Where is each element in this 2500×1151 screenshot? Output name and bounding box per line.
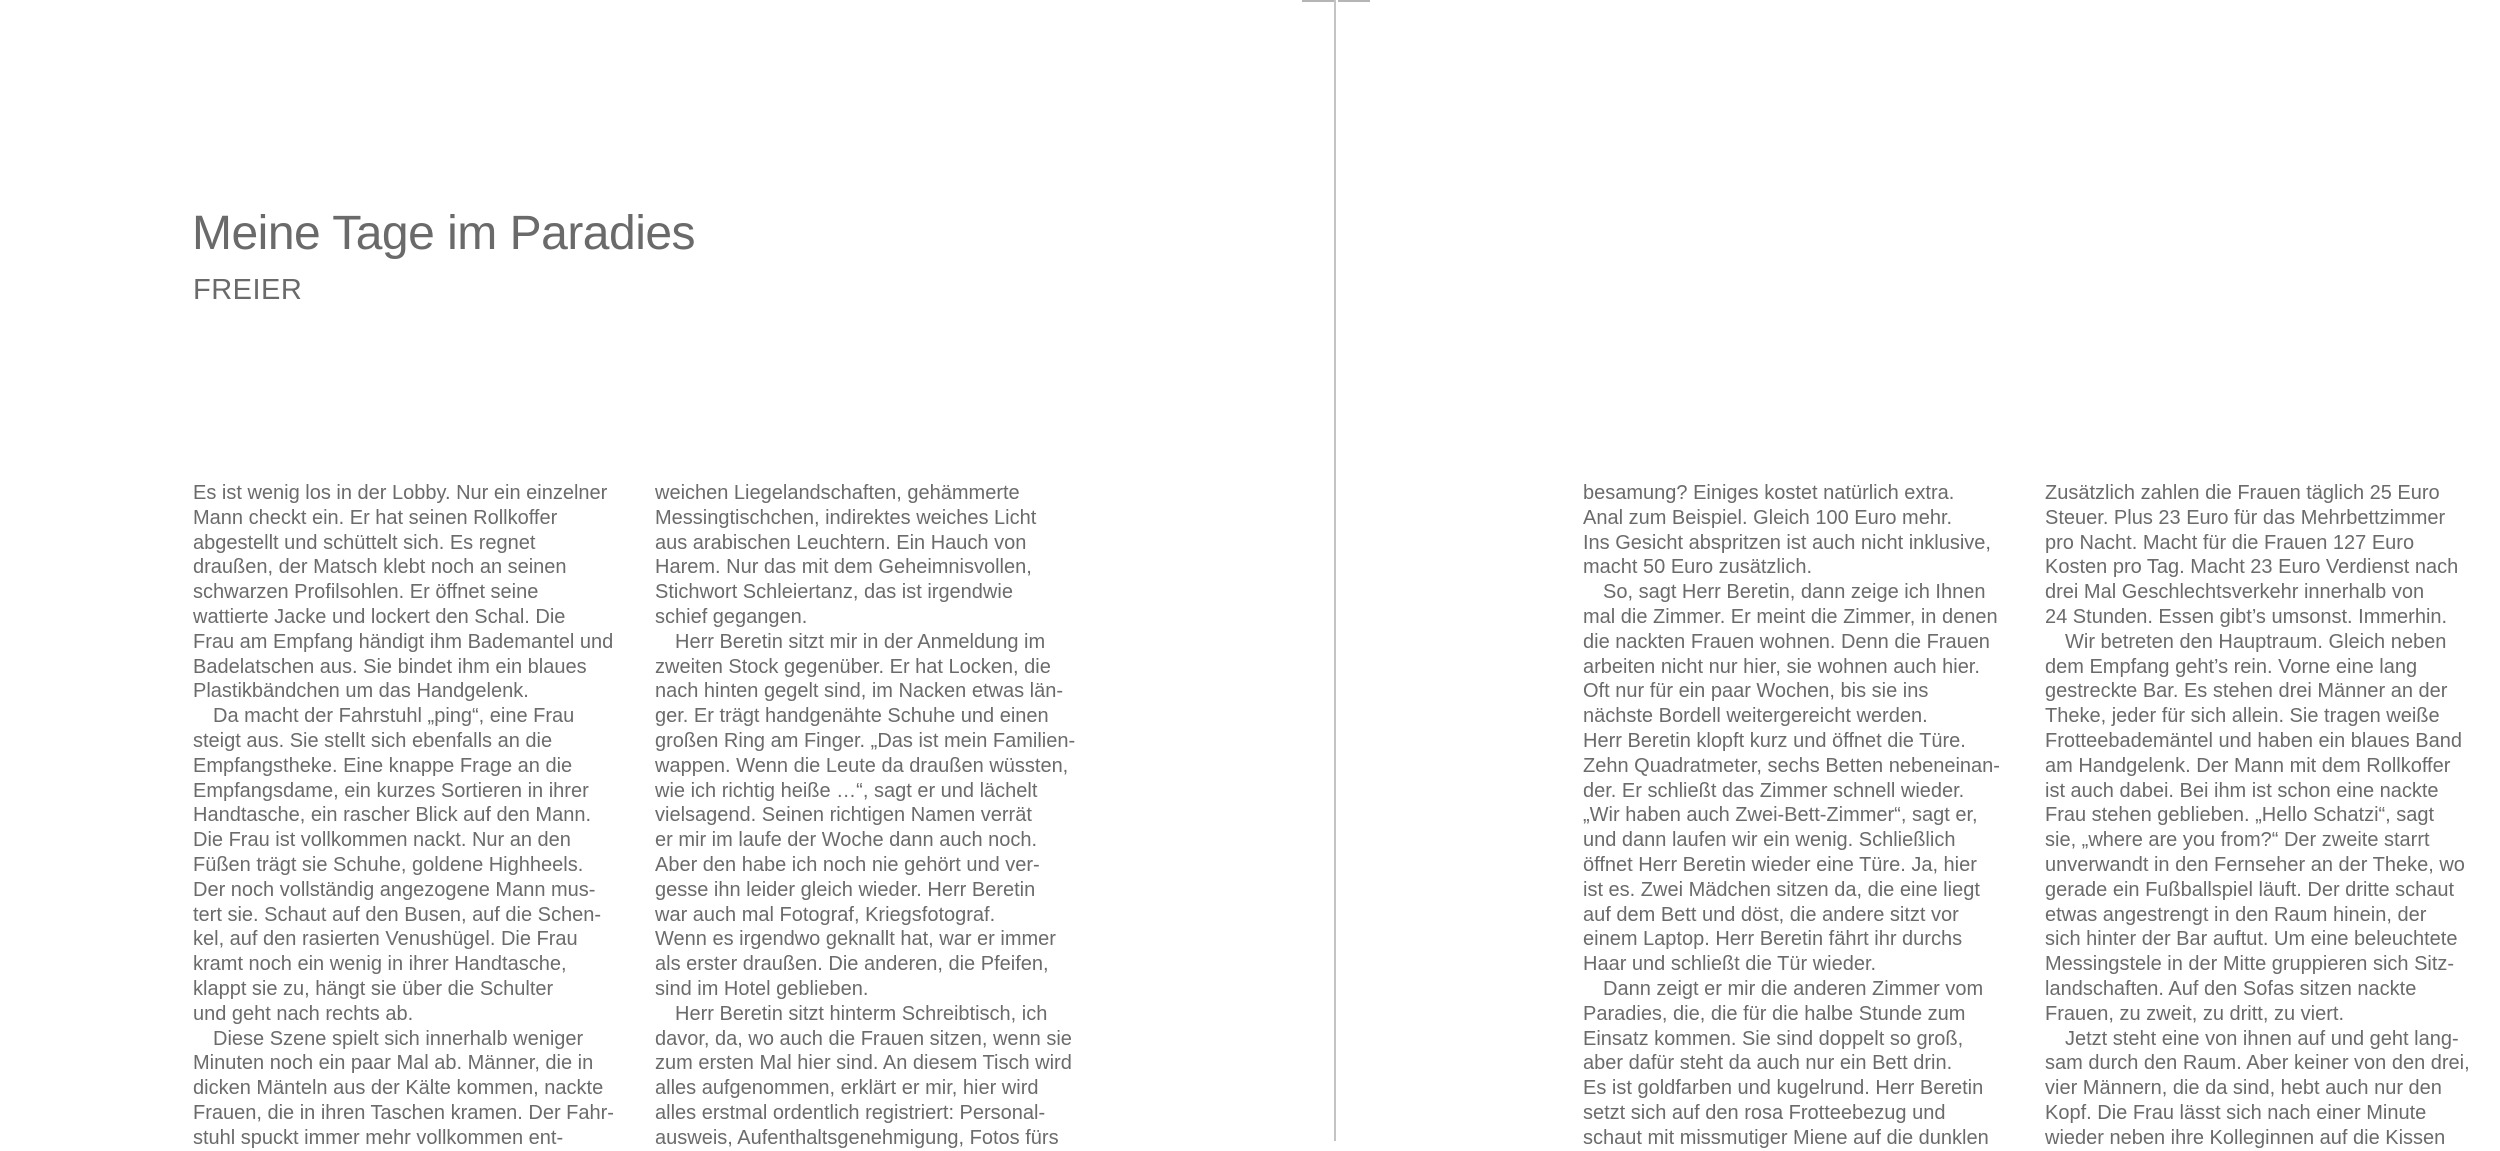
text-line: Oft nur für ein paar Wochen, bis sie ins: [1583, 680, 1929, 703]
text-line: Badelatschen aus. Sie bindet ihm ein blaues: [193, 655, 587, 678]
text-line: Kosten pro Tag. Macht 23 Euro Verdienst nach: [2045, 556, 2459, 579]
text-line: Da macht der Fahrstuhl „ping“, eine Frau: [193, 705, 575, 728]
text-line: Frauen, zu zweit, zu dritt, zu viert.: [2045, 1002, 2344, 1025]
text-line: pro Nacht. Macht für die Frauen 127 Euro: [2045, 531, 2415, 554]
text-line: war auch mal Fotograf, Kriegsfotograf.: [655, 903, 996, 926]
text-line: wattierte Jacke und lockert den Schal. Die: [193, 605, 566, 628]
text-line: Frau am Empfang händigt ihm Bademantel und: [193, 630, 614, 653]
text-line: etwas angestrengt in den Raum hinein, der: [2045, 903, 2427, 926]
text-line: gesse ihn leider gleich wieder. Herr Beretin: [655, 878, 1036, 901]
text-line: klappt sie zu, hängt sie über die Schulter: [193, 977, 554, 1000]
text-line: davor, da, wo auch die Frauen sitzen, wenn sie: [655, 1027, 1072, 1050]
text-line: als erster draußen. Die anderen, die Pfeifen,: [655, 953, 1049, 976]
text-line: Zusätzlich zahlen die Frauen täglich 25 Euro: [2045, 482, 2440, 504]
text-line: Empfangsdame, ein kurzes Sortieren in ihrer: [193, 779, 589, 802]
text-line: stuhl spuckt immer mehr vollkommen ent-: [193, 1126, 564, 1149]
text-line: wie ich richtig heiße …“, sagt er und lächelt: [655, 779, 1038, 802]
text-line: Zehn Quadratmeter, sechs Betten nebeneinan-: [1583, 754, 2000, 777]
text-line: alles erstmal ordentlich registriert: Personal-: [655, 1101, 1046, 1124]
text-line: Anal zum Beispiel. Gleich 100 Euro mehr.: [1583, 506, 1953, 529]
text-line: der. Er schließt das Zimmer schnell wieder.: [1583, 779, 1965, 802]
text-line: nächste Bordell weitergereicht werden.: [1583, 705, 1928, 728]
text-line: nach hinten gegelt sind, im Nacken etwas län-: [655, 680, 1064, 703]
text-line: landschaften. Auf den Sofas sitzen nackte: [2045, 977, 2417, 1000]
text-line: Kopf. Die Frau lässt sich nach einer Minute: [2045, 1101, 2427, 1124]
text-line: Es ist goldfarben und kugelrund. Herr Beretin: [1583, 1077, 1984, 1100]
text-line: vielsagend. Seinen richtigen Namen verrät: [655, 804, 1032, 827]
fold-mark-left: [1302, 0, 1334, 2]
text-line: wieder neben ihre Kolleginnen auf die Kissen: [2045, 1126, 2446, 1149]
text-line: und geht nach rechts ab.: [193, 1002, 414, 1025]
text-line: besamung? Einiges kostet natürlich extra.: [1583, 482, 1955, 504]
text-line: macht 50 Euro zusätzlich.: [1583, 556, 1812, 579]
text-column-1: [193, 481, 633, 1151]
text-line: 24 Stunden. Essen gibt’s umsonst. Immerhin.: [2045, 605, 2448, 628]
text-line: gestreckte Bar. Es stehen drei Männer an der: [2045, 680, 2448, 703]
text-line: alles aufgenommen, erklärt er mir, hier wird: [655, 1077, 1039, 1100]
text-line: abgestellt und schüttelt sich. Es regnet: [193, 531, 536, 554]
text-line: wappen. Wenn die Leute da draußen wüssten,: [655, 754, 1069, 777]
text-line: Die Frau ist vollkommen nackt. Nur an den: [193, 829, 571, 852]
text-line: Minuten noch ein paar Mal ab. Männer, die in: [193, 1052, 594, 1075]
text-line: tert sie. Schaut auf den Busen, auf die Schen-: [193, 903, 602, 926]
text-line: schwarzen Profilsohlen. Er öffnet seine: [193, 581, 539, 604]
text-line: Diese Szene spielt sich innerhalb weniger: [193, 1027, 584, 1050]
text-line: sind im Hotel geblieben.: [655, 977, 869, 1000]
text-line: „Wir haben auch Zwei-Bett-Zimmer“, sagt er,: [1583, 804, 1978, 827]
text-line: kramt noch ein wenig in ihrer Handtasche,: [193, 953, 567, 976]
text-line: Frau stehen geblieben. „Hello Schatzi“, sagt: [2045, 804, 2435, 827]
text-line: gerade ein Fußballspiel läuft. Der dritte schaut: [2045, 878, 2455, 901]
text-line: Es ist wenig los in der Lobby. Nur ein einzelner: [193, 482, 608, 504]
text-line: Harem. Nur das mit dem Geheimnisvollen,: [655, 556, 1032, 579]
text-column-2: [655, 481, 1095, 1151]
text-line: Ins Gesicht abspritzen ist auch nicht inklusive,: [1583, 531, 1991, 554]
text-line: steigt aus. Sie stellt sich ebenfalls an die: [193, 729, 553, 752]
text-line: Herr Beretin klopft kurz und öffnet die Türe.: [1583, 729, 1966, 752]
text-line: Plastikbändchen um das Handgelenk.: [193, 680, 529, 703]
text-line: draußen, der Matsch klebt noch an seinen: [193, 556, 567, 579]
text-line: Handtasche, ein rascher Blick auf den Mann.: [193, 804, 591, 827]
text-line: großen Ring am Finger. „Das ist mein Familien-: [655, 729, 1076, 752]
article-title: Meine Tage im Paradies: [192, 207, 696, 260]
text-line: mal die Zimmer. Er meint die Zimmer, in denen: [1583, 605, 1998, 628]
text-column-3: [1583, 481, 2023, 1151]
text-line: sie, „where are you from?“ Der zweite starrt: [2045, 829, 2430, 852]
text-line: Dann zeigt er mir die anderen Zimmer vom: [1583, 977, 1984, 1000]
text-line: kel, auf den rasierten Venushügel. Die Frau: [193, 928, 578, 951]
text-line: einem Laptop. Herr Beretin fährt ihr durchs: [1583, 928, 1963, 951]
text-line: er mir im laufe der Woche dann auch noch.: [655, 829, 1038, 852]
text-line: öffnet Herr Beretin wieder eine Türe. Ja, hier: [1583, 853, 1977, 876]
text-line: die nackten Frauen wohnen. Denn die Frauen: [1583, 630, 1990, 653]
text-line: schief gegangen.: [655, 605, 808, 628]
text-line: Frotteebademäntel und haben ein blaues Band: [2045, 729, 2462, 752]
text-line: sich hinter der Bar auftut. Um eine beleuchtete: [2045, 928, 2458, 951]
text-line: Steuer. Plus 23 Euro für das Mehrbettzimmer: [2045, 506, 2446, 529]
text-line: Messingstele in der Mitte gruppieren sich Sitz-: [2045, 953, 2455, 976]
text-line: Wir betreten den Hauptraum. Gleich neben: [2045, 630, 2447, 653]
text-line: Einsatz kommen. Sie sind doppelt so groß,: [1583, 1027, 1964, 1050]
text-line: unverwandt in den Fernseher an der Theke, wo: [2045, 853, 2465, 876]
text-line: aus arabischen Leuchtern. Ein Hauch von: [655, 531, 1027, 554]
text-line: aber dafür steht da auch nur ein Bett drin.: [1583, 1052, 1953, 1075]
text-line: auf dem Bett und döst, die andere sitzt vor: [1583, 903, 1959, 926]
text-line: dicken Mänteln aus der Kälte kommen, nackte: [193, 1077, 604, 1100]
text-line: Paradies, die, die für die halbe Stunde zum: [1583, 1002, 1966, 1025]
text-line: ger. Er trägt handgenähte Schuhe und einen: [655, 705, 1049, 728]
text-line: zum ersten Mal hier sind. An diesem Tisch wird: [655, 1052, 1072, 1075]
text-line: Aber den habe ich noch nie gehört und ver-: [655, 853, 1040, 876]
text-line: Der noch vollständig angezogene Mann mus-: [193, 878, 596, 901]
text-line: So, sagt Herr Beretin, dann zeige ich Ihnen: [1583, 581, 1986, 604]
text-line: Wenn es irgendwo geknallt hat, war er immer: [655, 928, 1056, 951]
text-line: ist es. Zwei Mädchen sitzen da, die eine liegt: [1583, 878, 1980, 901]
text-line: Theke, jeder für sich allein. Sie tragen weiße: [2045, 705, 2440, 728]
text-line: Messingtischchen, indirektes weiches Licht: [655, 506, 1037, 529]
text-line: drei Mal Geschlechtsverkehr innerhalb von: [2045, 581, 2425, 604]
text-line: Mann checkt ein. Er hat seinen Rollkoffer: [193, 506, 558, 529]
text-line: am Handgelenk. Der Mann mit dem Rollkoffer: [2045, 754, 2451, 777]
text-line: und dann laufen wir ein wenig. Schließlich: [1583, 829, 1956, 852]
text-line: setzt sich auf den rosa Frotteebezug und: [1583, 1101, 1946, 1124]
text-line: Herr Beretin sitzt hinterm Schreibtisch, ich: [655, 1002, 1048, 1025]
text-line: weichen Liegelandschaften, gehämmerte: [655, 482, 1020, 504]
page-spine: [1334, 0, 1336, 1141]
text-line: ausweis, Aufenthaltsgenehmigung, Fotos fürs: [655, 1126, 1059, 1149]
text-line: Füßen trägt sie Schuhe, goldene Highheels.: [193, 853, 584, 876]
text-line: vier Männern, die da sind, hebt auch nur den: [2045, 1077, 2442, 1100]
text-line: arbeiten nicht nur hier, sie wohnen auch hier.: [1583, 655, 1980, 678]
text-line: Stichwort Schleiertanz, das ist irgendwie: [655, 581, 1013, 604]
text-line: Haar und schließt die Tür wieder.: [1583, 953, 1877, 976]
text-line: Empfangstheke. Eine knappe Frage an die: [193, 754, 573, 777]
fold-mark-right: [1338, 0, 1370, 2]
text-column-4: [2045, 481, 2485, 1151]
text-line: Herr Beretin sitzt mir in der Anmeldung im: [655, 630, 1046, 653]
article-kicker: FREIER: [193, 274, 303, 306]
text-line: schaut mit missmutiger Miene auf die dunklen: [1583, 1126, 1989, 1149]
text-line: zweiten Stock gegenüber. Er hat Locken, die: [655, 655, 1051, 678]
text-line: Jetzt steht eine von ihnen auf und geht lang-: [2045, 1027, 2459, 1050]
text-line: sam durch den Raum. Aber keiner von den drei,: [2045, 1052, 2470, 1075]
text-line: Frauen, die in ihren Taschen kramen. Der Fahr-: [193, 1101, 614, 1124]
text-line: ist auch dabei. Bei ihm ist schon eine nackte: [2045, 779, 2439, 802]
text-line: dem Empfang geht’s rein. Vorne eine lang: [2045, 655, 2418, 678]
